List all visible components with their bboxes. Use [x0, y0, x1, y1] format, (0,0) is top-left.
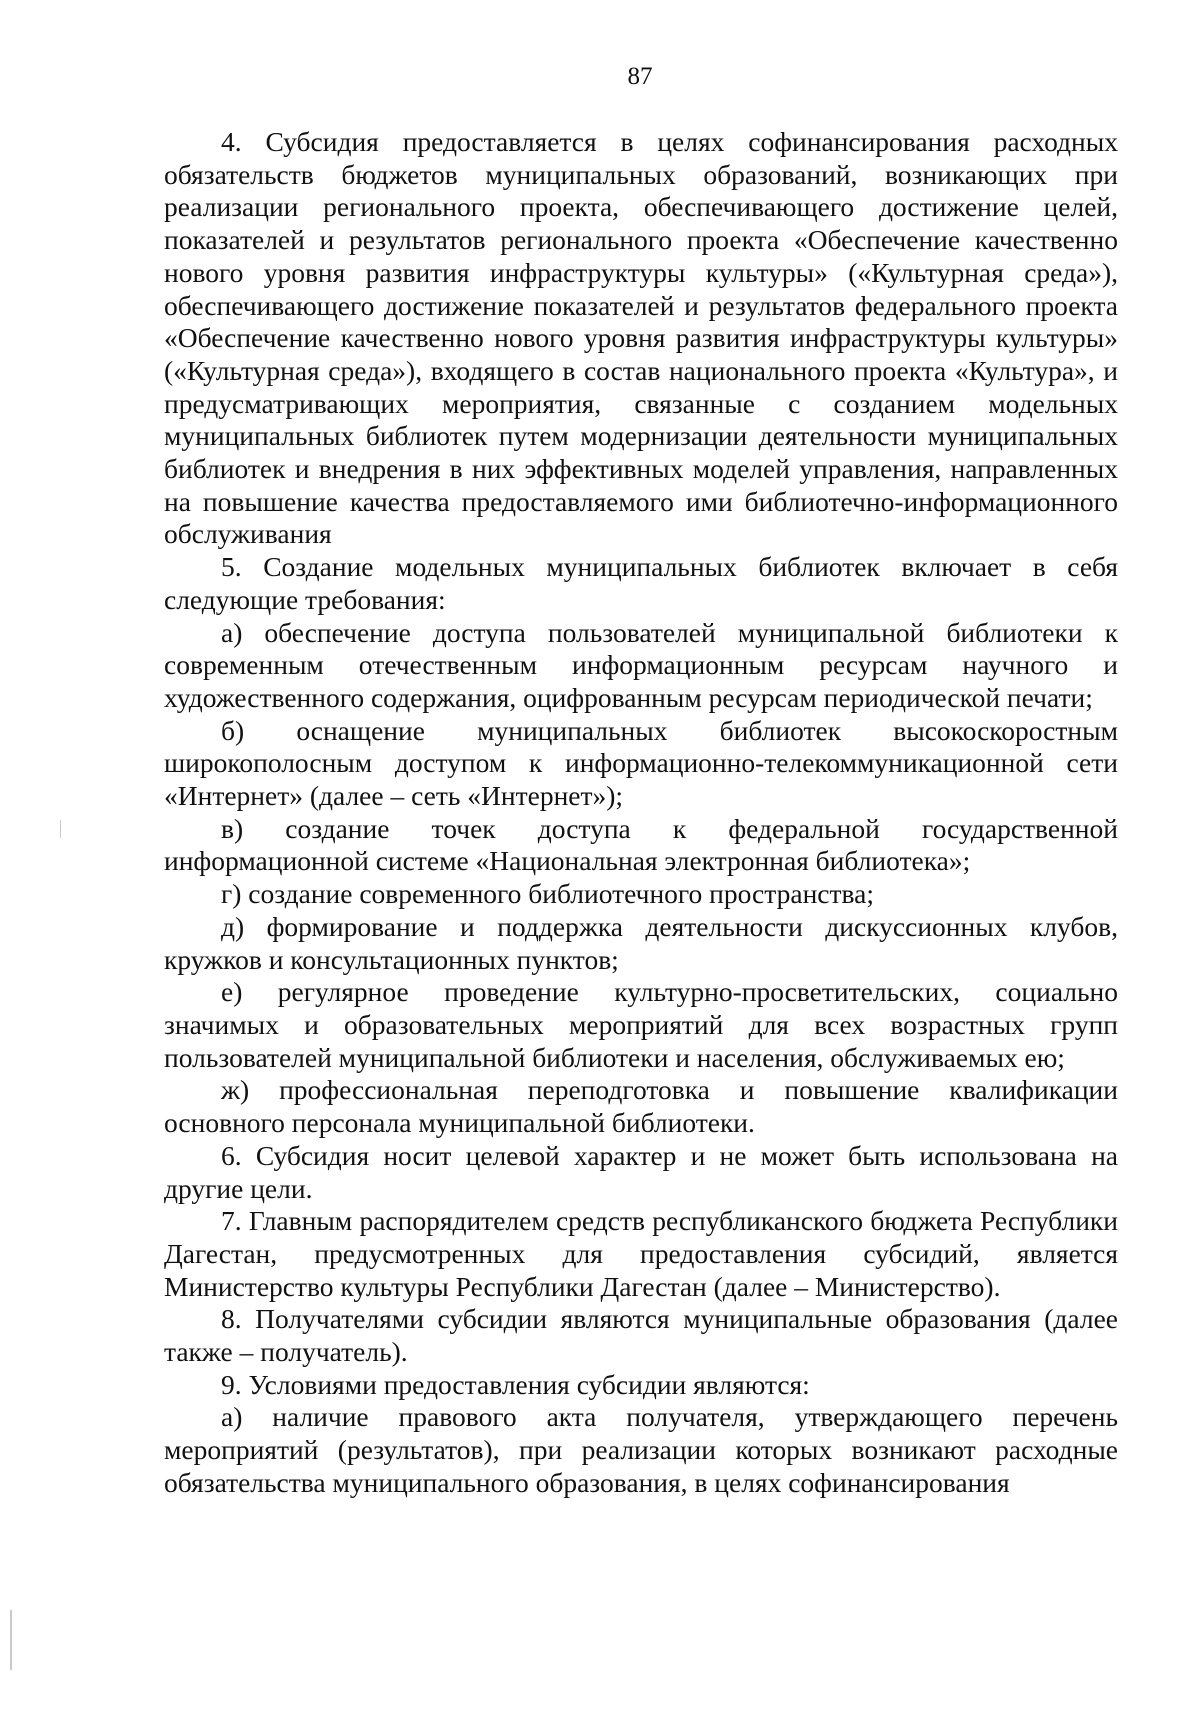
page-number: 87 — [627, 63, 653, 90]
paragraph-6-targeted-use: 6. Субсидия носит целевой характер и не может быть использована на другие цели. — [164, 1139, 1118, 1204]
document-body — [164, 126, 1118, 1500]
condition-a: а) наличие правового акта получателя, утверждающего перечень мероприятий (результатов), при реализации которых возникают расходные обязательства муниципального образования, в целях софинансирования — [164, 1401, 1118, 1498]
paragraph-5-library-requirements: 5. Создание модельных муниципальных библиотек включает в себя следующие требования: — [164, 551, 1118, 615]
paragraph-7-chief-manager: 7. Главным распорядителем средств республиканского бюджета Республики Дагестан, предусмотренных для предоставления субсидий, является Министерство культуры Республики Дагестан (далее – Министерство). — [164, 1205, 1118, 1302]
requirement-zh: ж) профессиональная переподготовка и повышение квалификации основного персонала муниципальной библиотеки. — [164, 1074, 1118, 1139]
paragraph-8-recipients: 8. Получателями субсидии являются муниципальные образования (далее также – получатель). — [164, 1303, 1118, 1368]
requirement-v: в) создание точек доступа к федеральной государственной информационной системе «Национальная электронная библиотека»; — [164, 812, 1118, 877]
requirement-d: д) формирование и поддержка деятельности дискуссионных клубов, кружков и консультационных пунктов; — [164, 910, 1118, 975]
requirement-b: б) оснащение муниципальных библиотек высокоскоростным широкополосным доступом к информационно-телекоммуникационной сети «Интернет» (далее – сеть «Интернет»); — [164, 714, 1118, 812]
paragraph-4-subsidy-purpose: 4. Субсидия предоставляется в целях софинансирования расходных обязательств бюджетов муниципальных образований, возникающих при реализации регионального проекта, обеспечивающего достижение целей, показателей и результатов регионального проекта «Обеспечение качественно нового уровня развития инфраструктуры культуры» («Культурная среда»), обеспечивающего достижение показателей и результатов федерального проекта «Обеспечение качественно нового уровня развития инфраструктуры культуры» («Культурная среда»), входящего в состав национального проекта «Культура», и предусматривающих мероприятия, связанные с созданием модельных муниципальных библиотек путем модернизации деятельности муниципальных библиотек и внедрения в них эффективных моделей управления, направленных на повышение качества предоставляемого ими библиотечно-информационного обслуживания — [164, 126, 1118, 550]
paragraph-9-conditions: 9. Условиями предоставления субсидии являются: — [221, 1368, 810, 1400]
scan-edge-mark-left-upper — [60, 820, 61, 838]
requirement-a: а) обеспечение доступа пользователей муниципальной библиотеки к современным отечественным информационным ресурсам научного и художественного содержания, оцифрованным ресурсам периодической печати; — [164, 616, 1118, 713]
scan-edge-mark-left — [10, 1610, 12, 1670]
requirement-e: е) регулярное проведение культурно-просветительских, социально значимых и образовательных мероприятий для всех возрастных групп пользователей муниципальной библиотеки и населения, обслуживаемых ею; — [164, 976, 1118, 1073]
requirement-g: г) создание современного библиотечного пространства; — [221, 878, 874, 910]
